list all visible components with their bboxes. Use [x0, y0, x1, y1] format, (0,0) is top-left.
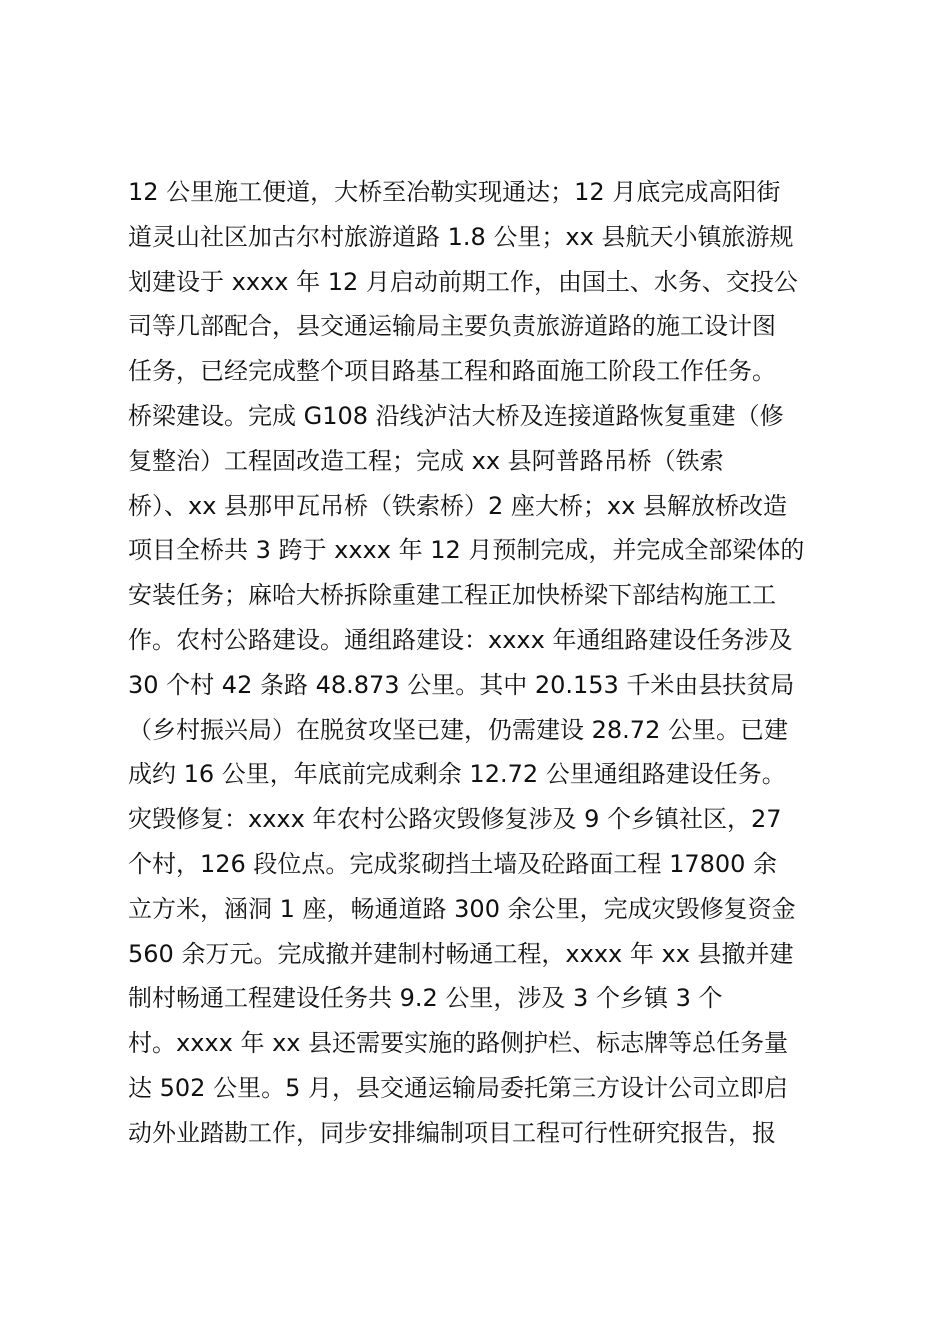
text-line: 12 公里施工便道，大桥至冶勒实现通达；12 月底完成高阳街	[128, 178, 781, 206]
text-line: 桥梁建设。完成 G108 沿线泸沽大桥及连接道路恢复重建（修	[128, 401, 784, 430]
text-line: 桥）、xx 县那甲瓦吊桥（铁索桥）2 座大桥；xx 县解放桥改造	[128, 491, 787, 520]
text-line: 动外业踏勘工作，同步安排编制项目工程可行性研究报告，报	[128, 1118, 776, 1147]
text-line: 成约 16 公里，年底前完成剩余 12.72 公里通组路建设任务。	[128, 760, 786, 789]
text-line: 司等几部配合，县交通运输局主要负责旅游道路的施工设计图	[128, 312, 776, 341]
text-line: 任务，已经完成整个项目路基工程和路面施工阶段工作任务。	[128, 357, 776, 386]
text-line: 项目全桥共 3 跨于 xxxx 年 12 月预制完成，并完成全部梁体的	[128, 536, 805, 565]
text-line: 灾毁修复：xxxx 年农村公路灾毁修复涉及 9 个乡镇社区，27	[128, 805, 782, 834]
text-line: 立方米，涵洞 1 座，畅通道路 300 余公里，完成灾毁修复资金	[128, 894, 796, 923]
text-line: 划建设于 xxxx 年 12 月启动前期工作，由国土、水务、交投公	[128, 267, 798, 296]
text-line: 560 余万元。完成撤并建制村畅通工程，xxxx 年 xx 县撤并建	[128, 939, 794, 968]
text-line: 作。农村公路建设。通组路建设：xxxx 年通组路建设任务涉及	[128, 625, 793, 654]
text-line: 道灵山社区加古尔村旅游道路 1.8 公里；xx 县航天小镇旅游规	[128, 222, 794, 251]
text-line: 个村，126 段位点。完成浆砌挡土墙及砼路面工程 17800 余	[128, 849, 778, 878]
text-line: 达 502 公里。5 月，县交通运输局委托第三方设计公司立即启	[128, 1073, 788, 1102]
text-line: 30 个村 42 条路 48.873 公里。其中 20.153 千米由县扶贫局	[128, 670, 795, 699]
body-text	[128, 170, 840, 1156]
text-line: 复整治）工程固改造工程；完成 xx 县阿普路吊桥（铁索	[128, 446, 724, 475]
text-line: 安装任务；麻哈大桥拆除重建工程正加快桥梁下部结构施工工	[128, 581, 776, 610]
text-line: 村。xxxx 年 xx 县还需要实施的路侧护栏、标志牌等总任务量	[128, 1029, 789, 1058]
text-line: 制村畅通工程建设任务共 9.2 公里，涉及 3 个乡镇 3 个	[128, 984, 723, 1013]
text-line: （乡村振兴局）在脱贫攻坚已建，仍需建设 28.72 公里。已建	[128, 715, 788, 744]
